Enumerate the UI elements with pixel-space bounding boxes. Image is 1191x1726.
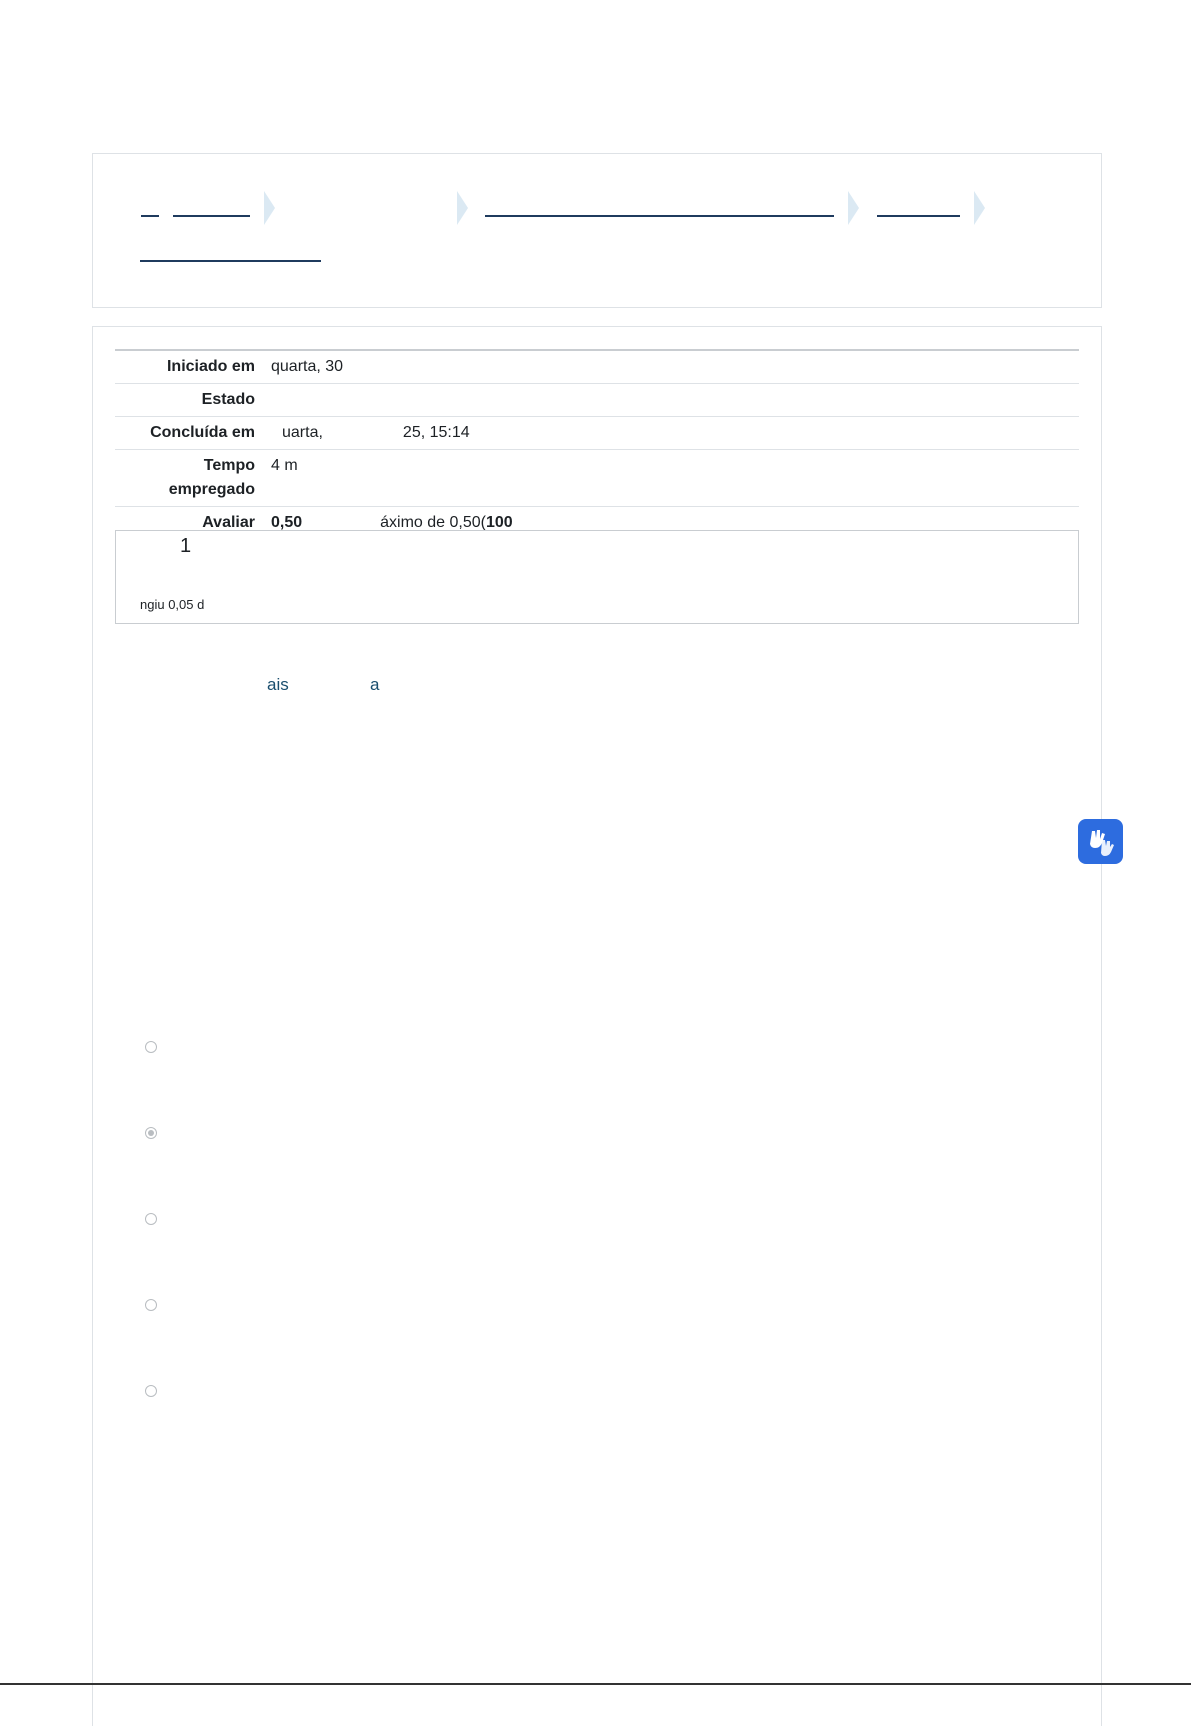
- breadcrumb: [92, 153, 1102, 308]
- summary-label: Concluída em: [150, 424, 255, 441]
- question-text-fragment: a: [370, 675, 380, 694]
- question-info-box: [115, 530, 1079, 624]
- vlibras-accessibility-button[interactable]: [1078, 819, 1123, 864]
- summary-label: Estado: [201, 391, 255, 408]
- summary-row-started: [115, 350, 1079, 384]
- breadcrumb-link-home[interactable]: [141, 215, 159, 217]
- summary-value: 4 m: [271, 457, 298, 474]
- breadcrumb-link-courses[interactable]: [173, 215, 250, 217]
- summary-row-completed: [115, 417, 1079, 450]
- breadcrumb-separator-icon: [264, 191, 275, 225]
- summary-label: Avaliar: [202, 514, 255, 531]
- question-grade: ngiu 0,05 d: [140, 597, 205, 612]
- summary-label-part: empregado: [168, 481, 255, 498]
- summary-value-part: uarta,: [282, 424, 323, 441]
- summary-label-part: Tempo: [203, 457, 255, 474]
- summary-label: Iniciado em: [166, 358, 255, 375]
- answer-option-radio-selected[interactable]: [145, 1127, 157, 1139]
- question-text-fragment: ais: [267, 675, 289, 694]
- attempt-summary-table: [115, 349, 1079, 539]
- answer-option-radio[interactable]: [145, 1299, 157, 1311]
- breadcrumb-link-section[interactable]: [877, 215, 960, 217]
- grade-value: 0,50: [271, 514, 303, 531]
- answer-option-radio[interactable]: [145, 1041, 157, 1053]
- summary-row-state: [115, 384, 1079, 417]
- answer-option-radio[interactable]: [145, 1385, 157, 1397]
- summary-value-part: 25, 15:14: [402, 424, 470, 441]
- question-number: 1: [180, 535, 192, 557]
- sign-language-hands-icon: [1086, 827, 1116, 857]
- grade-max-text: áximo de 0,50(: [380, 514, 486, 531]
- summary-value: [271, 417, 1079, 450]
- breadcrumb-separator-icon: [457, 191, 468, 225]
- summary-value: quarta, 30: [271, 358, 344, 375]
- breadcrumb-link-course[interactable]: [485, 215, 834, 217]
- quiz-review-region: [92, 326, 1102, 1726]
- summary-value: [271, 384, 1079, 417]
- grade-percent: 100: [485, 514, 513, 531]
- summary-label: [115, 450, 271, 507]
- answer-option-radio[interactable]: [145, 1213, 157, 1225]
- summary-row-time-taken: [115, 450, 1079, 507]
- breadcrumb-separator-icon: [848, 191, 859, 225]
- breadcrumb-link-quiz[interactable]: [140, 260, 321, 262]
- breadcrumb-separator-icon: [974, 191, 985, 225]
